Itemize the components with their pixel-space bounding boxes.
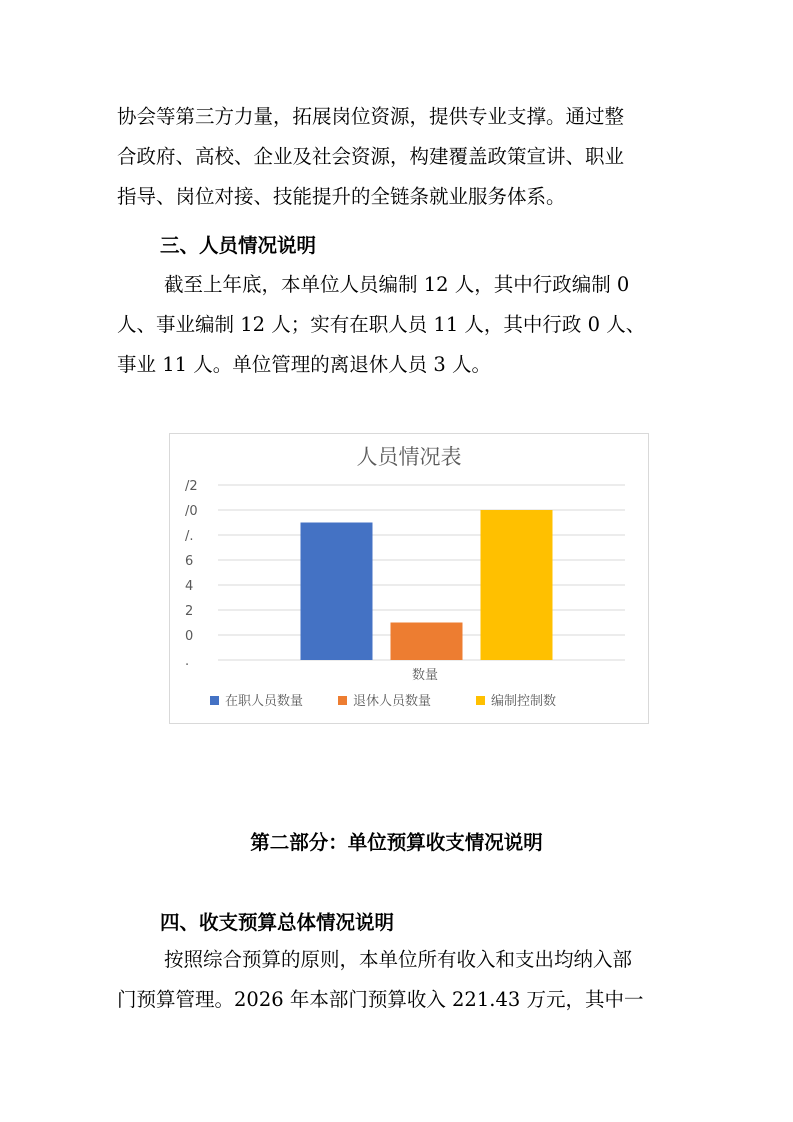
- text-line: 人、事业编制 12 人；实有在职人员 11 人，其中行政 0 人、: [117, 313, 646, 336]
- paragraph-budget: [117, 940, 677, 1020]
- text-line: 合政府、高校、企业及社会资源，构建覆盖政策宣讲、职业: [117, 145, 625, 168]
- text-line: 指导、岗位对接、技能提升的全链条就业服务体系。: [117, 185, 566, 208]
- y-tick-label: 6: [185, 554, 194, 569]
- y-tick-label: /2: [185, 479, 198, 494]
- bar-2: [391, 623, 463, 661]
- y-tick-label: 4: [185, 579, 194, 594]
- y-tick-label: .: [185, 654, 190, 669]
- chart-y-axis: [185, 479, 198, 669]
- section-heading-budget: 四、收支预算总体情况说明: [160, 911, 395, 934]
- paragraph-staff-info: [117, 265, 677, 385]
- staff-bar-chart: [170, 434, 648, 723]
- section-heading-staff: 三、人员情况说明: [160, 234, 317, 257]
- legend-label: 在职人员数量: [225, 694, 304, 709]
- y-tick-label: 0: [185, 629, 194, 644]
- legend-swatch: [476, 696, 485, 705]
- text-line: 门预算管理。2026 年本部门预算收入 221.43 万元，其中一: [117, 988, 644, 1011]
- text-line: 截至上年底，本单位人员编制 12 人，其中行政编制 0: [164, 273, 630, 296]
- y-tick-label: 2: [185, 604, 194, 619]
- paragraph-job-services: [117, 97, 677, 217]
- y-tick-label: /.: [185, 529, 194, 544]
- bar-3: [481, 510, 553, 660]
- legend-label: 退休人员数量: [353, 694, 432, 709]
- legend-swatch: [210, 696, 219, 705]
- legend-label: 编制控制数: [491, 694, 557, 709]
- staff-chart: [169, 433, 649, 724]
- y-tick-label: /0: [185, 504, 198, 519]
- bar-1: [301, 523, 373, 661]
- text-line: 协会等第三方力量，拓展岗位资源，提供专业支撑。通过整: [117, 105, 625, 128]
- text-line: 按照综合预算的原则，本单位所有收入和支出均纳入部: [164, 948, 633, 971]
- category-label: 数量: [411, 668, 439, 683]
- chart-title: 人员情况表: [356, 445, 462, 469]
- chart-legend: [210, 693, 556, 709]
- part-two-heading: 第二部分：单位预算收支情况说明: [250, 831, 543, 854]
- legend-swatch: [338, 696, 347, 705]
- text-line: 事业 11 人。单位管理的离退休人员 3 人。: [117, 353, 492, 376]
